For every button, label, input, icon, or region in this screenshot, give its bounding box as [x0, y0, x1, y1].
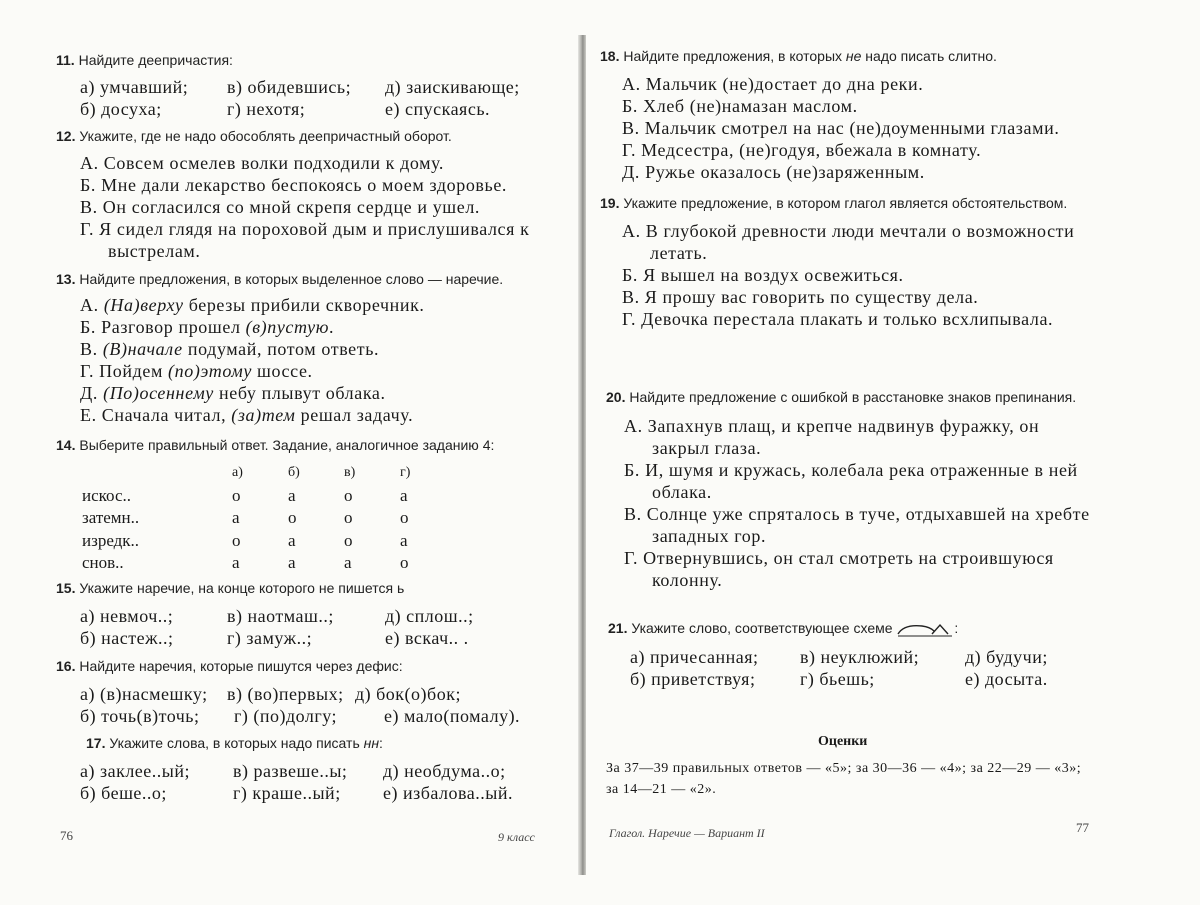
table-row: затемн.. а о о о	[82, 508, 409, 527]
option: д) сплош..;	[385, 606, 474, 626]
grading-text: За 37—39 правильных ответов — «5»; за 30—36 — «4»; за 22—29 — «3»; за 14—21 — «2».	[606, 761, 1082, 797]
options-row	[80, 98, 556, 120]
highlighted-word: (в)пустую	[245, 317, 330, 337]
question-number: 20.	[606, 389, 626, 405]
question-17: 17. Укажите слова, в которых надо писать нн:	[86, 735, 383, 751]
option: в) наотмаш..;	[227, 606, 334, 626]
option: А. В глубокой древности люди мечтали о возможности летать.	[622, 221, 1075, 263]
option: Г. Девочка перестала плакать и только всхлипывала.	[622, 309, 1054, 329]
option: Д. Ружье оказалось (не)заряженным.	[622, 162, 925, 182]
question-text: Укажите слово, соответствующее схеме	[631, 620, 893, 636]
options-row	[80, 627, 566, 649]
grading-title: Оценки	[818, 734, 868, 749]
options-row	[80, 683, 566, 705]
word-scheme-icon	[896, 620, 954, 638]
question-text: Найдите предложения, в которых выделенное слово — наречие.	[79, 271, 504, 287]
option: А. (На)верху березы прибили скворечник.	[80, 295, 425, 315]
options-row	[630, 668, 1088, 690]
option: в) неуклюжий;	[800, 647, 920, 668]
highlighted-word: (На)верху	[103, 295, 184, 315]
page-number: 76	[60, 828, 73, 843]
option: Б. Разговор прошел (в)пустую.	[80, 317, 335, 337]
option: в) (во)первых;	[227, 684, 344, 704]
question-number: 21.	[608, 620, 628, 636]
page-number: 77	[1076, 820, 1089, 835]
question-number: 17.	[86, 735, 106, 751]
question-15	[56, 580, 566, 649]
option: а) умчавший;	[80, 77, 189, 97]
option: а) заклее..ый;	[80, 761, 191, 781]
option: в) развеше..ы;	[233, 761, 348, 781]
options-row	[630, 646, 1088, 668]
question-number: 14.	[56, 437, 76, 453]
option: Б. Я вышел на воздух освежиться.	[622, 265, 904, 285]
table-row: изредк.. о а о а	[82, 530, 408, 550]
option: д) заискивающе;	[385, 77, 520, 97]
question-text: Укажите предложение, в котором глагол является обстоятельством.	[623, 195, 1068, 211]
question-text: Укажите слова, в которых надо писать	[109, 735, 364, 751]
option: а) невмоч..;	[80, 606, 174, 626]
option: в) обидевшись;	[227, 77, 352, 97]
question-14	[56, 437, 566, 454]
option: г) (по)долгу;	[234, 706, 338, 726]
question-18: 18. Найдите предложения, в которых не надо писать слитно. А. Мальчик (не)достает до дна реки. Б. Хлеб (не)намазан маслом. В. Мальчик смотрел на нас (не)доуменными глазами. Г. Медсестра, (не)годуя, вбежала в комнату. Д. Ружье оказалось (не)заряженным.	[600, 48, 1160, 183]
question-number: 12.	[56, 128, 76, 144]
question-number: 15.	[56, 580, 76, 596]
question-number: 11.	[56, 52, 75, 68]
option: е) избалова..ый.	[383, 783, 513, 803]
option: е) вскач.. .	[385, 628, 469, 648]
option: д) бок(о)бок;	[355, 684, 461, 704]
option: Е. Сначала читал, (за)тем решал задачу.	[80, 405, 414, 425]
question-16	[56, 658, 566, 727]
highlighted-word: (В)начале	[102, 339, 183, 359]
options-row	[80, 605, 566, 627]
option: В. Мальчик смотрел на нас (не)доуменными глазами.	[622, 118, 1060, 138]
option: б) настеж..;	[80, 628, 174, 648]
question-20	[606, 389, 1090, 591]
option: Г. Отвернувшись, он стал смотреть на строившуюся колонну.	[624, 548, 1054, 590]
option: Б. Хлеб (не)намазан маслом.	[622, 96, 858, 116]
option: г) нехотя;	[227, 99, 306, 119]
options-row	[80, 705, 566, 727]
option: д) будучи;	[965, 647, 1048, 668]
option: г) бьешь;	[800, 669, 875, 690]
option: д) необдума..о;	[383, 761, 506, 781]
question-number: 19.	[600, 195, 620, 211]
option: А. Запахнув плащ, и крепче надвинув фуражку, он закрыл глаза.	[624, 416, 1040, 458]
option: А. Совсем осмелев волки подходили к дому.	[80, 153, 444, 173]
option: б) точь(в)точь;	[80, 706, 200, 726]
question-12	[56, 128, 546, 262]
option: е) спускаясь.	[385, 99, 491, 119]
option: е) досыта.	[965, 669, 1048, 690]
option: Г. Медсестра, (не)годуя, вбежала в комнату.	[622, 140, 982, 160]
question-17-options	[80, 760, 560, 804]
question-text: Укажите, где не надо обособлять деепричастный оборот.	[79, 128, 452, 144]
question-11	[56, 52, 556, 120]
option: Г. Пойдем (по)этому шоссе.	[80, 361, 313, 381]
question-text: Найдите наречия, которые пишутся через дефис:	[79, 658, 403, 674]
option: Б. Мне дали лекарство беспокоясь о моем здоровье.	[80, 175, 508, 195]
footer-grade: 9 класс	[498, 830, 535, 844]
option: В. Он согласился со мной скрепя сердце и ушел.	[80, 197, 481, 217]
question-text: Найдите деепричастия:	[78, 52, 233, 68]
option: Б. И, шумя и кружась, колебала река отраженные в ней облака.	[624, 460, 1078, 502]
option: а) (в)насмешку;	[80, 684, 208, 704]
highlighted-word: (за)тем	[231, 405, 296, 425]
option: б) досуха;	[80, 99, 162, 119]
option: Д. (По)осеннему небу плывут облака.	[80, 383, 386, 403]
question-number: 16.	[56, 658, 76, 674]
options-row	[80, 76, 556, 98]
question-21: 21. Укажите слово, соответствующее схеме : а) причесанная; в) неуклюжий; д) будучи; б) приветствуя; г) бьешь; е) досыта.	[608, 620, 1088, 690]
option: е) мало(помалу).	[384, 706, 521, 726]
options-row	[80, 782, 560, 804]
options-row	[80, 760, 560, 782]
option: А. Мальчик (не)достает до дна реки.	[622, 74, 924, 94]
option: г) замуж..;	[227, 628, 313, 648]
question-text: Найдите предложение с ошибкой в расстановке знаков препинания.	[629, 389, 1077, 405]
option: б) приветствуя;	[630, 669, 756, 690]
option: г) краше..ый;	[233, 783, 341, 803]
option: Г. Я сидел глядя на пороховой дым и прислушивался к выстрелам.	[80, 219, 530, 261]
question-text: Укажите наречие, на конце которого не пишется ь	[79, 580, 405, 596]
question-19	[600, 195, 1080, 330]
question-text: Выберите правильный ответ. Задание, аналогичное заданию 4:	[79, 437, 495, 453]
left-page	[0, 0, 582, 905]
option: б) беше..о;	[80, 783, 167, 803]
answer-table	[82, 462, 456, 575]
option: В. Солнце уже спряталось в туче, отдыхавшей на хребте западных гор.	[624, 504, 1090, 546]
highlighted-word: (по)этому	[168, 361, 252, 381]
book-spine	[578, 35, 586, 875]
footer-title: Глагол. Наречие — Вариант II	[609, 826, 765, 840]
table-row: снов.. а а а о	[82, 553, 409, 572]
question-13	[56, 271, 556, 426]
question-number: 18.	[600, 48, 620, 64]
option: В. (В)начале подумай, потом ответь.	[80, 339, 380, 359]
option: В. Я прошу вас говорить по существу дела.	[622, 287, 979, 307]
table-row: искос.. о а о а	[82, 485, 408, 505]
highlighted-word: (По)осеннему	[103, 383, 214, 403]
question-number: 13.	[56, 271, 76, 287]
table-header: а) б) в) г)	[232, 465, 411, 480]
option: а) причесанная;	[630, 647, 759, 668]
